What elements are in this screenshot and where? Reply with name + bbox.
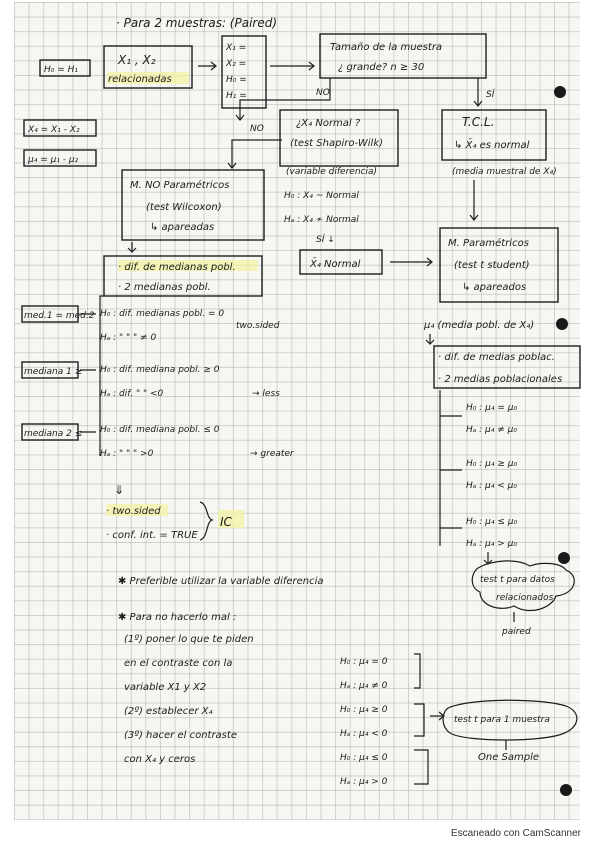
side-label: mediana 1 ≥ xyxy=(24,367,83,377)
nonparam-line3: ↳ apareadas xyxy=(150,222,215,233)
t-h0: H₀ : μ₄ ≤ μ₀ xyxy=(466,517,518,527)
step-line: (1º) poner lo que te piden xyxy=(124,634,254,645)
ic-arrow: ⇓ xyxy=(114,483,125,497)
t-ha: Hₐ : μ₄ ≠ μ₀ xyxy=(466,425,517,435)
normality-line3: (variable diferencia) xyxy=(286,167,378,177)
wilcox-alt: → greater xyxy=(250,449,294,459)
binder-hole xyxy=(558,552,570,564)
wilcox-list-item: · dif. de medianas pobl. xyxy=(118,262,236,273)
param-line2: (test t student) xyxy=(454,260,530,271)
nonparam-line1: M. NO Paramétricos xyxy=(130,180,230,191)
x-box-line1: X₁ , X₂ xyxy=(118,53,156,67)
x-list-item: H₀ = xyxy=(226,75,247,85)
x-list-item: H₁ = xyxy=(226,91,247,101)
step-line: en el contraste con la xyxy=(124,658,233,669)
si-label: SÍ xyxy=(486,90,495,100)
sample-size-line1: Tamaño de la muestra xyxy=(330,42,443,53)
wilcox-alt: → less xyxy=(252,389,280,399)
bottom-h: H₀ : μ₄ ≥ 0 xyxy=(340,705,388,715)
ic-line2: · conf. int. = TRUE xyxy=(106,530,198,541)
rel-label: H₀ = H₁ xyxy=(44,65,79,75)
means-list-item: · dif. de medias poblac. xyxy=(438,352,555,363)
test-t-line2: relacionados xyxy=(496,593,554,603)
sample-size-line2: ¿ grande? n ≥ 30 xyxy=(338,62,425,73)
scanner-watermark: Escaneado con CamScanner xyxy=(450,828,581,839)
step-line: (3º) hacer el contraste xyxy=(124,730,237,741)
binder-hole xyxy=(560,784,572,796)
steps-title: ✱ Para no hacerlo mal : xyxy=(118,612,237,623)
wilcox-ha: Hₐ : dif. " " <0 xyxy=(100,389,164,399)
wilcox-ha: Hₐ : " " " ≠ 0 xyxy=(100,333,157,343)
t-h0: H₀ : μ₄ = μ₀ xyxy=(466,403,518,413)
x-list-item: X₁ = xyxy=(226,43,247,53)
side-connectors xyxy=(80,314,96,432)
arrow-to-onesample xyxy=(430,712,444,720)
xbar-normal: X̄₄ Normal xyxy=(310,259,361,270)
wilcox-h0: H₀ : dif. medianas pobl. = 0 xyxy=(100,309,225,319)
mud-def: μ₄ = μ₁ - μ₂ xyxy=(28,155,79,165)
tcl-line2: ↳ X̄₄ es normal xyxy=(454,140,530,151)
no-label: NO xyxy=(316,88,330,98)
ic-mark: IC xyxy=(220,515,232,529)
bottom-brackets xyxy=(414,654,428,784)
title: · Para 2 muestras: (Paired) xyxy=(116,16,278,30)
wilcox-alt: two.sided xyxy=(236,321,280,331)
means-list-item: · 2 medias poblacionales xyxy=(438,374,563,385)
normality-line1: ¿X₄ Normal ? xyxy=(296,118,361,129)
shapiro-ha: Hₐ : X₄ ≁ Normal xyxy=(284,215,359,225)
xd-def: X₄ = X₁ - X₂ xyxy=(28,125,80,135)
no-label-2: NO xyxy=(250,124,264,134)
binder-hole xyxy=(556,318,568,330)
t-ha: Hₐ : μ₄ > μ₀ xyxy=(466,539,517,549)
arrow xyxy=(426,334,434,344)
bottom-h: Hₐ : μ₄ > 0 xyxy=(340,777,388,787)
normality-line2: (test Shapiro-Wilk) xyxy=(290,138,384,149)
test-t-cloud xyxy=(472,561,574,611)
wilcox-list-item: · 2 medianas pobl. xyxy=(118,282,211,293)
one-sample-line1: test t para 1 muestra xyxy=(454,715,550,725)
ic-brace xyxy=(200,502,212,540)
bottom-h: H₀ : μ₄ ≤ 0 xyxy=(340,753,388,763)
arrow xyxy=(270,62,314,70)
arrow xyxy=(484,552,492,564)
bottom-h: Hₐ : μ₄ < 0 xyxy=(340,729,388,739)
bottom-h: Hₐ : μ₄ ≠ 0 xyxy=(340,681,388,691)
binder-hole xyxy=(554,86,566,98)
t-ha: Hₐ : μ₄ < μ₀ xyxy=(466,481,517,491)
step-line: con X₄ y ceros xyxy=(124,754,196,765)
side-label: med.1 = med.2 xyxy=(24,311,95,321)
step-line: (2º) establecer X₄ xyxy=(124,706,213,717)
arrow-to-param xyxy=(470,180,478,220)
test-t-line1: test t para datos xyxy=(480,575,555,585)
param-line3: ↳ apareados xyxy=(462,282,527,293)
mu-d-note: μ₄ (media pobl. de X₄) xyxy=(424,320,535,331)
arrow-to-param-2 xyxy=(390,258,432,266)
param-line1: M. Paramétricos xyxy=(448,238,529,249)
x-list-item: X₂ = xyxy=(226,59,247,69)
side-label: mediana 2 ≤ xyxy=(24,429,83,439)
wilcox-ha: Hₐ : " " " >0 xyxy=(100,449,154,459)
one-sample-line2: One Sample xyxy=(478,752,540,763)
bottom-h: H₀ : μ₄ = 0 xyxy=(340,657,388,667)
wilcox-h0: H₀ : dif. mediana pobl. ≥ 0 xyxy=(100,365,220,375)
x-box-line2: relacionadas xyxy=(108,74,172,85)
tcl-line3: (media muestral de X₄) xyxy=(452,167,557,177)
arrow-to-nonparam xyxy=(228,140,282,168)
no-branch-line xyxy=(236,78,330,120)
step-line: variable X1 y X2 xyxy=(124,682,207,693)
preference-note: ✱ Preferible utilizar la variable diferencia xyxy=(118,576,324,587)
si-branch-line xyxy=(474,78,482,106)
wilcox-h0: H₀ : dif. mediana pobl. ≤ 0 xyxy=(100,425,220,435)
t-h0: H₀ : μ₄ ≥ μ₀ xyxy=(466,459,518,469)
arrow xyxy=(128,242,136,252)
t-branch-lines xyxy=(440,416,462,528)
ic-line1: · two.sided xyxy=(106,506,161,517)
test-t-line3: paired xyxy=(502,627,531,637)
tcl-line1: T.C.L. xyxy=(462,115,495,129)
shapiro-si: SÍ ↓ xyxy=(316,235,335,245)
nonparam-line2: (test Wilcoxon) xyxy=(146,202,222,213)
shapiro-h0: H₀ : X₄ ~ Normal xyxy=(284,191,359,201)
arrow xyxy=(198,62,216,70)
